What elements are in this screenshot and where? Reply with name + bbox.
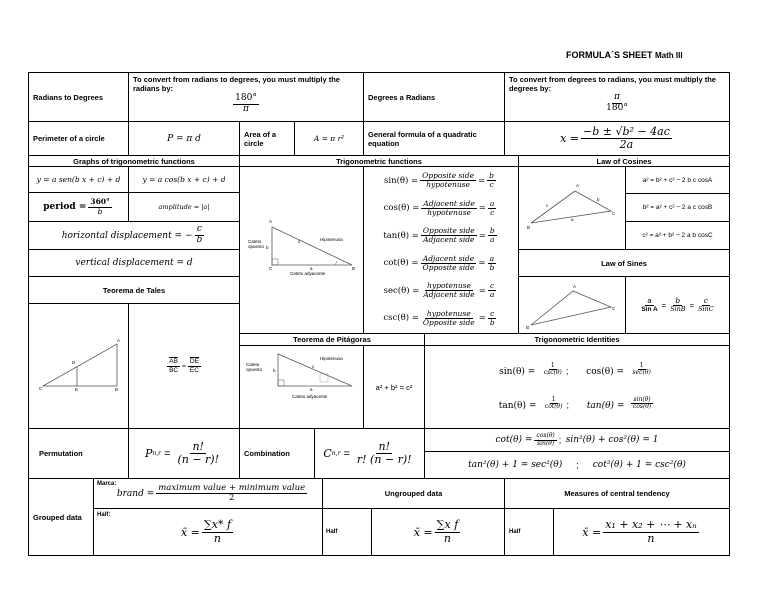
vdisp-formula: vertical displacement = d	[28, 249, 240, 277]
identities-pyth-cell: tan²(θ) + 1 = sec²(θ) ; cot²(θ) + 1 = csc²(θ)	[424, 451, 730, 479]
trig-ratio-row: cos(θ) = $\frac{\text{Adjacent side}}{\text{hypotenuse}}$ = $\frac{a}{c}$	[383, 198, 495, 217]
permutation-fraction: $\frac{n!}{(n - r)!}$	[177, 439, 220, 466]
sines-frac-b: $\frac{b}{\text{SinB}}$	[670, 295, 686, 314]
trig-ratio-row: csc(θ) = $\frac{\text{hypotenuse}}{\text{Opposite side}}$ = $\frac{c}{b}$	[383, 308, 495, 327]
brand-fraction: $\frac{\text{maximum value + minimum value}}{2}$	[158, 482, 306, 503]
tales-header: Teorema de Tales	[28, 276, 240, 304]
ungrouped-header: Ungrouped data	[322, 478, 505, 509]
pitagoras-diagram-cell: Cateto opuesto Hipotenusa Cateto adyacente a b c	[239, 345, 364, 429]
tales-diagram-cell: A C D E B	[28, 303, 129, 429]
trig-word-fraction: $\frac{\text{Adjacent side}}{\text{Opposite side}}$	[422, 253, 475, 272]
identity-tan: tan(θ) = $\frac{1}{\cot(\theta)}$ ; tan(θ) = $\frac{\sin(\theta)}{\cos(\theta)}$	[498, 395, 652, 411]
graphs-header: Graphs of trigonometric functions	[28, 155, 240, 167]
perimeter-formula-cell: P = π d	[128, 121, 240, 156]
combination-formula-cell: C n,r = $\frac{n!}{r! (n - r)!}$	[314, 428, 425, 479]
trig-letter-fraction: $\frac{c}{a}$	[489, 281, 495, 300]
trig-header: Trigonometric functions	[239, 155, 519, 167]
central-header: Measures of central tendency	[504, 478, 730, 509]
area-formula-cell: A = π r²	[294, 121, 364, 156]
tales-frac-left: $\frac{\overline{AB}}{BC}$	[169, 358, 179, 374]
grouped-mean-fraction: $\frac{\sum x* f}{n}$	[203, 518, 232, 545]
hdisp-formula: horizontal displacement = − $\frac{c}{b}$	[28, 221, 240, 250]
trig-word-fraction: $\frac{\text{Opposite side}}{\text{hypotenuse}}$	[422, 171, 475, 190]
cosines-header: Law of Cosines	[518, 155, 730, 167]
right-triangle-diagram	[240, 167, 363, 333]
ungrouped-mean-cell: x̄ = $\frac{\text{∑x f}}{n}$	[371, 508, 505, 556]
area-label-cell: Area of a circle	[239, 121, 295, 156]
identities-header: Trigonometric Identities	[424, 333, 730, 346]
tales-frac-right: $\frac{\overline{DE}}{EC}$	[189, 358, 199, 374]
trig-fn: sec(θ) =	[383, 285, 420, 296]
trig-fn: csc(θ) =	[383, 313, 419, 324]
cosines-f2-cell: b² = a² + c² − 2 a c cosB	[625, 193, 730, 222]
trig-letter-fraction: $\frac{a}{c}$	[489, 198, 495, 217]
grouped-label-cell: Grouped data	[28, 478, 94, 556]
period-formula: period = $\frac{360^\circ}{b}$	[28, 192, 129, 222]
trig-ratio-list	[364, 167, 518, 332]
grouped-brand-cell: Marca: brand = $\frac{\text{maximum value + minimum value}}{2}$	[93, 478, 323, 509]
trig-letter-fraction: $\frac{b}{a}$	[489, 226, 495, 245]
deg2rad-cell: To convert from degrees to radians, you must multiply the degrees by: $\frac{\pi}{180^\circ}$	[504, 72, 730, 122]
trig-fn: cos(θ) =	[383, 203, 420, 214]
identity-cot-frac: $\frac{\cos(\theta)}{\sin(\theta)}$	[536, 431, 555, 447]
trig-word-fraction: $\frac{\text{hypotenuse}}{\text{Adjacent side}}$	[423, 281, 475, 300]
identity-sin-cos: sin(θ) = $\frac{1}{\csc(\theta)}$ ; cos(θ) = $\frac{1}{\sec(\theta)}$	[499, 361, 651, 377]
sines-triangle-diagram	[519, 277, 625, 333]
cos-graph-eq: y = a cos(b x + c) + d	[128, 166, 240, 193]
grouped-mean-cell: Half: x̄ = $\frac{\sum x* f}{n}$	[93, 508, 323, 556]
sines-frac-c: $\frac{c}{\text{SinC}}$	[697, 295, 714, 314]
permutation-label-cell: Permutation	[28, 428, 129, 479]
identity-cos-frac: $\frac{1}{\sec(\theta)}$	[632, 361, 651, 377]
central-mean-cell: x̄ = $\frac{\text{x₁ + x₂ + ⋯ + xₙ}}{n}$	[553, 508, 730, 556]
combination-fraction: $\frac{n!}{r! (n - r)!}$	[356, 439, 412, 466]
central-mean-fraction: $\frac{\text{x₁ + x₂ + ⋯ + xₙ}}{n}$	[605, 518, 697, 545]
pitagoras-formula-cell: a² + b² = c²	[363, 345, 425, 429]
pitagoras-header: Teorema de Pitágoras	[239, 333, 425, 346]
tales-triangle-diagram	[29, 304, 128, 428]
tales-formula-cell: $\frac{\overline{AB}}{BC}$ = $\frac{\overline{DE}}{EC}$	[128, 303, 240, 429]
trig-ratio-row: cot(θ) = $\frac{\text{Adjacent side}}{\text{Opposite side}}$ = $\frac{a}{b}$	[383, 253, 495, 272]
trig-ratio-row: tan(θ) = $\frac{\text{Opposite side}}{\text{Adjacent side}}$ = $\frac{b}{a}$	[383, 226, 495, 245]
sines-formula-cell: $\frac{a}{\text{Sin A}}$ = $\frac{b}{\text{SinB}}$ = $\frac{c}{\text{SinC}}$	[625, 276, 730, 334]
rad2deg-label-cell: Radians to Degrees	[28, 72, 129, 122]
permutation-formula-cell: P n,r = $\frac{n!}{(n - r)!}$	[128, 428, 240, 479]
quadratic-label-cell: General formula of a quadratic equation	[363, 121, 505, 156]
trig-fn: sin(θ) =	[384, 175, 419, 186]
identity-sin-frac: $\frac{1}{\csc(\theta)}$	[543, 361, 562, 377]
deg2rad-fraction: $\frac{\pi}{180^\circ}$	[606, 92, 628, 113]
rad2deg-cell: To convert from radians to degrees, you must multiply the radians by: $\frac{180^\circ}{\pi}$	[128, 72, 364, 122]
deg2rad-label-cell: Degrees a Radians	[363, 72, 505, 122]
sin-graph-eq: y = a sen(b x + c) + d	[28, 166, 129, 193]
cosines-triangle-cell: A B C a b c	[518, 166, 626, 250]
trig-ratio-row: sin(θ) = $\frac{\text{Opposite side}}{\text{hypotenuse}}$ = $\frac{b}{c}$	[384, 171, 494, 190]
cosines-f1-cell: a² = b² + c² − 2 b c cosA	[625, 166, 730, 194]
trig-letter-fraction: $\frac{c}{b}$	[489, 308, 495, 327]
trig-letter-fraction: $\frac{b}{c}$	[489, 171, 494, 190]
trig-triangle-cell: Cateto opuesto Hipotenusa Cateto adyacente A C B c b a	[239, 166, 364, 334]
trig-ratios-cell	[363, 166, 519, 334]
sines-triangle-cell: A B C	[518, 276, 626, 334]
identities-cot-cell: cot(θ) = $\frac{\cos(\theta)}{\sin(\theta)}$ ; sin²(θ) + cos²(θ) = 1	[424, 428, 730, 452]
pitagoras-triangle-diagram	[240, 346, 363, 428]
cosines-f3-cell: c² = a² + b² − 2 a b cosC	[625, 221, 730, 250]
identity-tan-frac: $\frac{1}{\cot(\theta)}$	[544, 395, 563, 411]
hdisp-fraction: $\frac{c}{b}$	[196, 224, 203, 245]
perimeter-label-cell: Perimeter of a circle	[28, 121, 129, 156]
trig-fn: cot(θ) =	[383, 258, 419, 269]
trig-word-fraction: $\frac{\text{hypotenuse}}{\text{Opposite side}}$	[422, 308, 475, 327]
trig-word-fraction: $\frac{\text{Opposite side}}{\text{Adjacent side}}$	[422, 226, 475, 245]
sines-frac-a: $\frac{a}{\text{Sin A}}$	[641, 295, 658, 314]
quadratic-formula-cell: x = $\frac{\text{−b ± √b² − 4ac}}{2a}$	[504, 121, 730, 156]
quadratic-fraction: $\frac{\text{−b ± √b² − 4ac}}{2a}$	[583, 124, 670, 151]
page-title: FORMULA´S SHEET Math III	[566, 50, 683, 60]
trig-fn: tan(θ) =	[383, 230, 419, 241]
amplitude-formula: amplitude = |a|	[128, 192, 240, 222]
trig-ratio-row: sec(θ) = $\frac{\text{hypotenuse}}{\text{Adjacent side}}$ = $\frac{c}{a}$	[383, 281, 495, 300]
period-fraction: $\frac{360^\circ}{b}$	[90, 197, 110, 216]
trig-word-fraction: $\frac{\text{Adjacent side}}{\text{hypotenuse}}$	[423, 198, 475, 217]
sines-header: Law of Sines	[518, 249, 730, 277]
identities-reciprocal-cell	[424, 345, 730, 429]
identity-tan2-frac: $\frac{\sin(\theta)}{\cos(\theta)}$	[632, 395, 652, 411]
rad2deg-fraction: $\frac{180^\circ}{\pi}$	[235, 93, 257, 114]
ungrouped-half-label-cell: Half	[322, 508, 372, 556]
oblique-triangle-diagram	[519, 167, 625, 249]
ungrouped-mean-fraction: $\frac{\text{∑x f}}{n}$	[436, 518, 459, 545]
trig-letter-fraction: $\frac{a}{b}$	[489, 253, 495, 272]
combination-label-cell: Combination	[239, 428, 315, 479]
central-half-label-cell: Half	[504, 508, 554, 556]
